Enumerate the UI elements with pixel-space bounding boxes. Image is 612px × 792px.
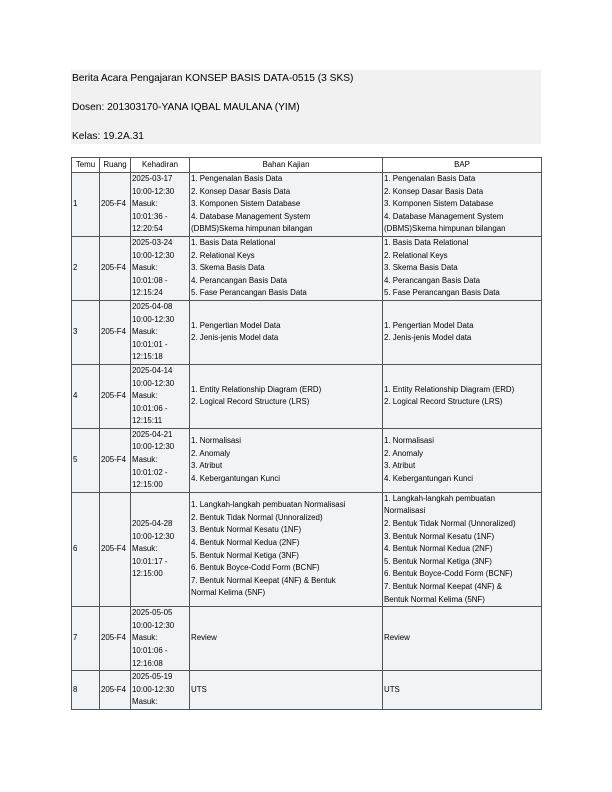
kehadiran-line: 10:01:17 - bbox=[132, 556, 168, 566]
cell-temu: 4 bbox=[72, 364, 100, 428]
bahan-line: 1. Entity Relationship Diagram (ERD) bbox=[191, 384, 322, 394]
table-row bbox=[72, 607, 542, 671]
kehadiran-line: Masuk: bbox=[132, 455, 158, 465]
bap-line: 2. Jenis-jenis Model data bbox=[384, 333, 472, 343]
bap-line: 5. Bentuk Normal Ketiga (3NF) bbox=[384, 556, 492, 566]
cell-bahan bbox=[190, 671, 383, 710]
bap-line: 1. Normalisasi bbox=[384, 436, 434, 446]
bap-line: 3. Atribut bbox=[384, 461, 416, 471]
cell-ruang: 205-F4 bbox=[100, 492, 131, 606]
bahan-line: 7. Bentuk Normal Keepat (4NF) & Bentuk bbox=[191, 575, 336, 585]
bap-line: 2. Bentuk Tidak Normal (Unnoralized) bbox=[384, 519, 516, 529]
bap-line: 2. Anomaly bbox=[384, 448, 424, 458]
kehadiran-line: Masuk: bbox=[132, 544, 158, 554]
bap-line: UTS bbox=[384, 684, 400, 694]
kehadiran-line: 10:01:08 - bbox=[132, 275, 168, 285]
bap-line: 2. Konsep Dasar Basis Data bbox=[384, 186, 484, 196]
bahan-line: 2. Anomaly bbox=[191, 448, 231, 458]
kehadiran-line: 10:01:36 - bbox=[132, 211, 168, 221]
bap-line: 5. Fase Perancangan Basis Data bbox=[384, 288, 500, 298]
bahan-line: 3. Skema Basis Data bbox=[191, 263, 265, 273]
cell-ruang: 205-F4 bbox=[100, 428, 131, 492]
kehadiran-line: Masuk: bbox=[132, 391, 158, 401]
cell-temu: 3 bbox=[72, 300, 100, 364]
bahan-line: 1. Pengertian Model Data bbox=[191, 320, 281, 330]
bap-line: 6. Bentuk Boyce-Codd Form (BCNF) bbox=[384, 569, 513, 579]
cell-bahan bbox=[190, 173, 383, 237]
bahan-line: 6. Bentuk Boyce-Codd Form (BCNF) bbox=[191, 563, 320, 573]
kehadiran-line: 12:15:00 bbox=[132, 569, 163, 579]
bahan-line: 3. Atribut bbox=[191, 461, 223, 471]
column-header-bahan-kajian: Bahan Kajian bbox=[190, 158, 383, 173]
cell-bap bbox=[383, 300, 542, 364]
column-header-ruang: Ruang bbox=[100, 158, 131, 173]
kehadiran-line: 10:01:06 - bbox=[132, 403, 168, 413]
kehadiran-line: Masuk: bbox=[132, 199, 158, 209]
cell-kehadiran bbox=[131, 607, 190, 671]
bahan-line: Review bbox=[191, 633, 217, 643]
cell-kehadiran bbox=[131, 300, 190, 364]
cell-bahan bbox=[190, 364, 383, 428]
cell-bahan bbox=[190, 607, 383, 671]
column-header-temu: Temu bbox=[72, 158, 100, 173]
cell-bap bbox=[383, 428, 542, 492]
bahan-line: 5. Bentuk Normal Ketiga (3NF) bbox=[191, 550, 299, 560]
kehadiran-line: 12:15:18 bbox=[132, 352, 163, 362]
cell-ruang: 205-F4 bbox=[100, 300, 131, 364]
bap-line: 1. Basis Data Relational bbox=[384, 237, 469, 247]
bahan-line: 2. Bentuk Tidak Normal (Unnoralized) bbox=[191, 512, 323, 522]
column-header-kehadiran: Kehadiran bbox=[131, 158, 190, 173]
bahan-line: UTS bbox=[191, 684, 207, 694]
kehadiran-line: Masuk: bbox=[132, 697, 158, 707]
bap-line: 1. Pengertian Model Data bbox=[384, 320, 474, 330]
cell-kehadiran bbox=[131, 492, 190, 606]
cell-kehadiran bbox=[131, 236, 190, 300]
teaching-record-table bbox=[71, 157, 542, 710]
table-row bbox=[72, 300, 542, 364]
bahan-line: 4. Bentuk Normal Kedua (2NF) bbox=[191, 537, 300, 547]
cell-bap bbox=[383, 492, 542, 606]
kehadiran-line: 10:00-12:30 bbox=[132, 250, 175, 260]
cell-bahan bbox=[190, 428, 383, 492]
bap-line: Review bbox=[384, 633, 410, 643]
bap-line: (DBMS)Skema himpunan bilangan bbox=[384, 224, 506, 234]
table-row bbox=[72, 428, 542, 492]
bahan-line: 2. Jenis-jenis Model data bbox=[191, 333, 279, 343]
kehadiran-line: 2025-04-08 bbox=[132, 301, 173, 311]
cell-ruang: 205-F4 bbox=[100, 173, 131, 237]
kehadiran-line: 10:01:06 - bbox=[132, 645, 168, 655]
cell-bahan bbox=[190, 492, 383, 606]
kehadiran-line: 2025-05-05 bbox=[132, 608, 173, 618]
kehadiran-line: 12:16:08 bbox=[132, 658, 163, 668]
bahan-line: 1. Pengenalan Basis Data bbox=[191, 174, 283, 183]
bap-line: 4. Kebergantungan Kunci bbox=[384, 473, 474, 483]
kehadiran-line: 10:00-12:30 bbox=[132, 378, 175, 388]
table-row bbox=[72, 236, 542, 300]
cell-kehadiran bbox=[131, 173, 190, 237]
bap-line: 1. Pengenalan Basis Data bbox=[384, 174, 476, 183]
cell-temu: 6 bbox=[72, 492, 100, 606]
kehadiran-line: 2025-04-28 bbox=[132, 519, 173, 529]
kehadiran-line: 10:01:01 - bbox=[132, 339, 168, 349]
table-row bbox=[72, 173, 542, 237]
cell-temu: 1 bbox=[72, 173, 100, 237]
bahan-line: 2. Relational Keys bbox=[191, 250, 255, 260]
cell-bap bbox=[383, 364, 542, 428]
cell-bap bbox=[383, 173, 542, 237]
bap-line: 2. Relational Keys bbox=[384, 250, 448, 260]
cell-bap bbox=[383, 236, 542, 300]
bahan-line: Normal Kelima (5NF) bbox=[191, 588, 266, 598]
bahan-line: 4. Kebergantungan Kunci bbox=[191, 473, 281, 483]
kehadiran-line: Masuk: bbox=[132, 327, 158, 337]
bahan-line: 2. Konsep Dasar Basis Data bbox=[191, 186, 291, 196]
kehadiran-line: 10:00-12:30 bbox=[132, 442, 175, 452]
kehadiran-line: 12:15:24 bbox=[132, 288, 163, 298]
bap-line: Bentuk Normal Kelima (5NF) bbox=[384, 594, 485, 604]
table-row bbox=[72, 671, 542, 710]
bap-line: 3. Komponen Sistem Database bbox=[384, 199, 494, 209]
kehadiran-line: 2025-04-21 bbox=[132, 429, 173, 439]
cell-kehadiran bbox=[131, 671, 190, 710]
bahan-line: 1. Normalisasi bbox=[191, 436, 241, 446]
kehadiran-line: 2025-05-19 bbox=[132, 672, 173, 682]
class-line: Kelas: 19.2A.31 bbox=[72, 131, 144, 142]
kehadiran-line: 12:20:54 bbox=[132, 224, 163, 234]
cell-kehadiran bbox=[131, 428, 190, 492]
kehadiran-line: 2025-03-17 bbox=[132, 174, 173, 183]
bahan-line: 1. Basis Data Relational bbox=[191, 237, 276, 247]
kehadiran-line: 12:15:11 bbox=[132, 416, 163, 426]
bahan-line: 3. Bentuk Normal Kesatu (1NF) bbox=[191, 525, 302, 535]
cell-temu: 2 bbox=[72, 236, 100, 300]
kehadiran-line: 10:00-12:30 bbox=[132, 531, 175, 541]
cell-ruang: 205-F4 bbox=[100, 364, 131, 428]
bap-line: 7. Bentuk Normal Keepat (4NF) & bbox=[384, 582, 502, 591]
cell-ruang: 205-F4 bbox=[100, 236, 131, 300]
bap-line: 2. Logical Record Structure (LRS) bbox=[384, 397, 503, 407]
cell-temu: 7 bbox=[72, 607, 100, 671]
bahan-line: 3. Komponen Sistem Database bbox=[191, 199, 301, 209]
bahan-line: 1. Langkah-langkah pembuatan Normalisasi bbox=[191, 500, 346, 510]
document-title: Berita Acara Pengajaran KONSEP BASIS DATA-0515 (3 SKS) bbox=[72, 73, 354, 84]
kehadiran-line: 2025-04-14 bbox=[132, 365, 173, 375]
bap-line: 1. Entity Relationship Diagram (ERD) bbox=[384, 384, 515, 394]
bahan-line: 2. Logical Record Structure (LRS) bbox=[191, 397, 310, 407]
cell-ruang: 205-F4 bbox=[100, 671, 131, 710]
column-header-bap: BAP bbox=[383, 158, 542, 173]
bahan-line: 4. Perancangan Basis Data bbox=[191, 275, 288, 285]
cell-kehadiran bbox=[131, 364, 190, 428]
cell-temu: 8 bbox=[72, 671, 100, 710]
kehadiran-line: 10:00-12:30 bbox=[132, 314, 175, 324]
bap-line: 1. Langkah-langkah pembuatan bbox=[384, 493, 495, 503]
kehadiran-line: 10:00-12:30 bbox=[132, 620, 175, 630]
kehadiran-line: 2025-03-24 bbox=[132, 237, 173, 247]
bahan-line: 5. Fase Perancangan Basis Data bbox=[191, 288, 307, 298]
cell-bahan bbox=[190, 236, 383, 300]
kehadiran-line: Masuk: bbox=[132, 633, 158, 643]
kehadiran-line: 10:01:02 - bbox=[132, 467, 168, 477]
bap-line: Normalisasi bbox=[384, 506, 426, 516]
cell-bap bbox=[383, 671, 542, 710]
bap-line: 4. Bentuk Normal Kedua (2NF) bbox=[384, 544, 493, 554]
kehadiran-line: 12:15:00 bbox=[132, 480, 163, 490]
header-block bbox=[71, 70, 541, 144]
bap-line: 4. Perancangan Basis Data bbox=[384, 275, 481, 285]
bap-line: 4. Database Management System bbox=[384, 211, 504, 221]
lecturer-line: Dosen: 201303170-YANA IQBAL MAULANA (YIM) bbox=[72, 102, 300, 113]
table-body bbox=[72, 173, 542, 710]
cell-temu: 5 bbox=[72, 428, 100, 492]
kehadiran-line: 10:00-12:30 bbox=[132, 684, 175, 694]
cell-bap bbox=[383, 607, 542, 671]
bap-line: 3. Bentuk Normal Kesatu (1NF) bbox=[384, 531, 495, 541]
table-header-row bbox=[72, 158, 542, 173]
bahan-line: (DBMS)Skema himpunan bilangan bbox=[191, 224, 313, 234]
kehadiran-line: Masuk: bbox=[132, 263, 158, 273]
cell-ruang: 205-F4 bbox=[100, 607, 131, 671]
cell-bahan bbox=[190, 300, 383, 364]
table-row bbox=[72, 492, 542, 606]
bap-line: 3. Skema Basis Data bbox=[384, 263, 458, 273]
bahan-line: 4. Database Management System bbox=[191, 211, 311, 221]
kehadiran-line: 10:00-12:30 bbox=[132, 186, 175, 196]
table-row bbox=[72, 364, 542, 428]
